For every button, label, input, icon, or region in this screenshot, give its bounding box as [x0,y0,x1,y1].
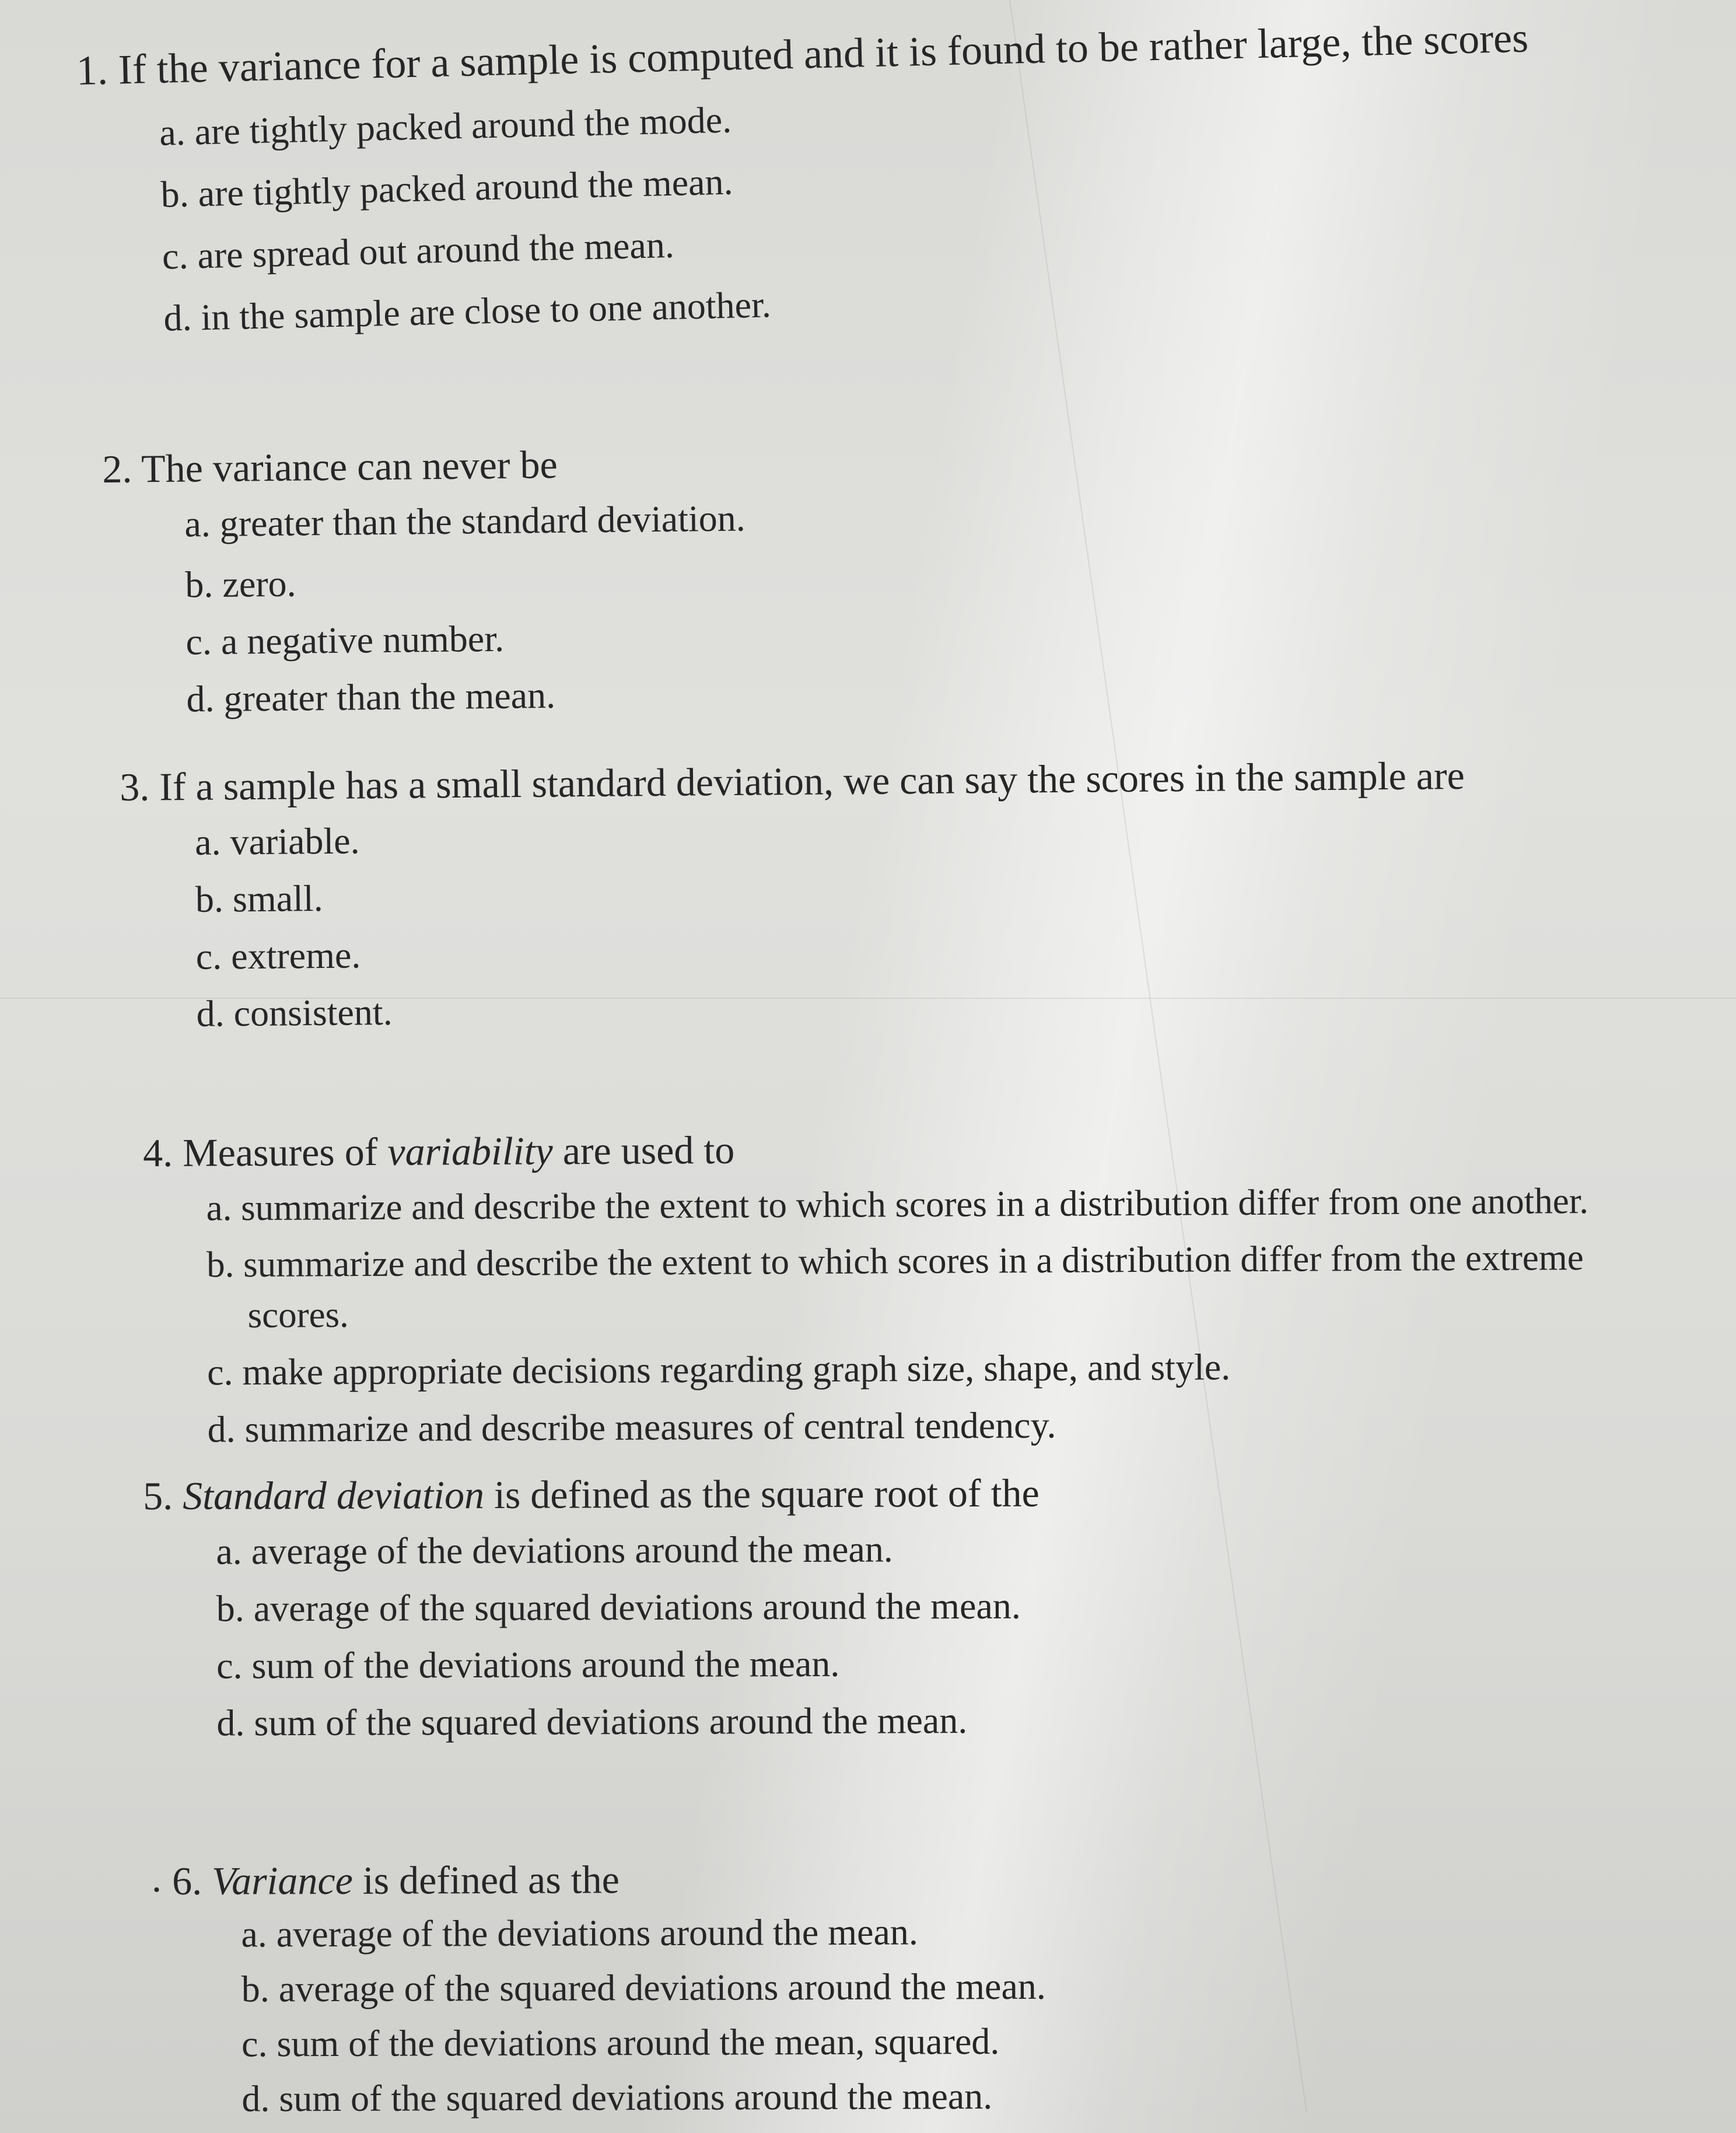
question-stem [119,753,1465,809]
question-text-after: is defined as the [362,1857,620,1903]
answer-option-b-continued: scores. [247,1294,349,1336]
question-number: 1. [75,46,108,94]
answer-option-a[interactable]: a. are tightly packed around the mode. [159,99,732,153]
answer-options [78,83,1535,338]
answer-option-d[interactable]: d. sum of the squared deviations around the mean. [242,2075,993,2120]
answer-option-b[interactable]: b. are tightly packed around the mean. [160,160,734,215]
question-6 [172,1858,1046,2118]
question-number: 5. [142,1473,173,1518]
answer-option-d[interactable]: d. summarize and describe measures of central tendency. [207,1404,1056,1450]
answer-option-b[interactable]: b. zero. [185,562,296,606]
question-text: The variance can never be [141,442,558,491]
answer-option-b[interactable]: b. average of the squared deviations around the mean. [216,1585,1021,1630]
answer-option-c[interactable]: c. sum of the deviations around the mean, squared. [241,2020,1000,2065]
question-text-italic: Variance [211,1858,353,1903]
answer-options [172,1913,1046,2118]
answer-option-a[interactable]: a. average of the deviations around the mean. [216,1528,893,1572]
question-4 [143,1125,1590,1449]
question-2 [102,442,747,719]
question-stem [142,1470,1040,1518]
question-text: If a sample has a small standard deviation, we can say the scores in the sample are [159,753,1465,809]
answer-option-a[interactable]: a. greater than the standard deviation. [184,497,746,545]
answer-options [143,1530,1040,1742]
answer-option-c[interactable]: c. extreme. [195,934,361,977]
answer-option-d[interactable]: d. sum of the squared deviations around the mean. [216,1700,968,1744]
question-stem [102,442,745,489]
question-5 [142,1470,1040,1744]
question-number: 3. [119,764,150,809]
answer-options [144,1180,1590,1450]
answer-option-d[interactable]: d. greater than the mean. [186,674,556,720]
answer-option-c[interactable]: c. are spread out around the mean. [162,223,675,277]
question-text: If the variance for a sample is computed and it is found to be rather large, the scores [117,14,1529,93]
question-3 [119,753,1466,1034]
answer-option-a[interactable]: a. summarize and describe the extent to which scores in a distribution differ from one another. [206,1180,1589,1229]
answer-option-d[interactable]: d. in the sample are close to one another. [163,284,772,339]
question-text-before: Measures of [182,1129,378,1175]
question-text-after: is defined as the square root of the [494,1470,1040,1517]
question-number: 6. [172,1858,202,1903]
answer-option-b[interactable]: b. average of the squared deviations around the mean. [241,1965,1046,2010]
answer-option-a[interactable]: a. average of the deviations around the mean. [241,1911,918,1955]
stray-pencil-mark: . [152,1856,162,1900]
answer-option-b[interactable]: b. small. [195,877,323,920]
question-stem [75,14,1529,94]
question-stem [143,1125,1588,1173]
answer-option-b[interactable]: b. summarize and describe the extent to which scores in a distribution differ from the extreme [206,1237,1584,1285]
answer-option-c[interactable]: c. a negative number. [186,617,505,663]
question-text-italic: Standard deviation [182,1472,485,1518]
question-1 [75,14,1534,339]
answer-option-c[interactable]: c. sum of the deviations around the mean. [216,1642,840,1687]
answer-options [120,813,1467,1033]
question-text-italic: variability [387,1128,553,1174]
answer-option-a[interactable]: a. variable. [194,820,360,863]
answer-option-c[interactable]: c. make appropriate decisions regarding graph size, shape, and style. [206,1346,1231,1393]
question-number: 4. [142,1130,173,1175]
question-stem [172,1858,1045,1901]
answer-option-d[interactable]: d. consistent. [196,991,393,1034]
answer-options [103,499,747,719]
question-text-after: are used to [562,1127,735,1173]
question-number: 2. [102,446,132,491]
